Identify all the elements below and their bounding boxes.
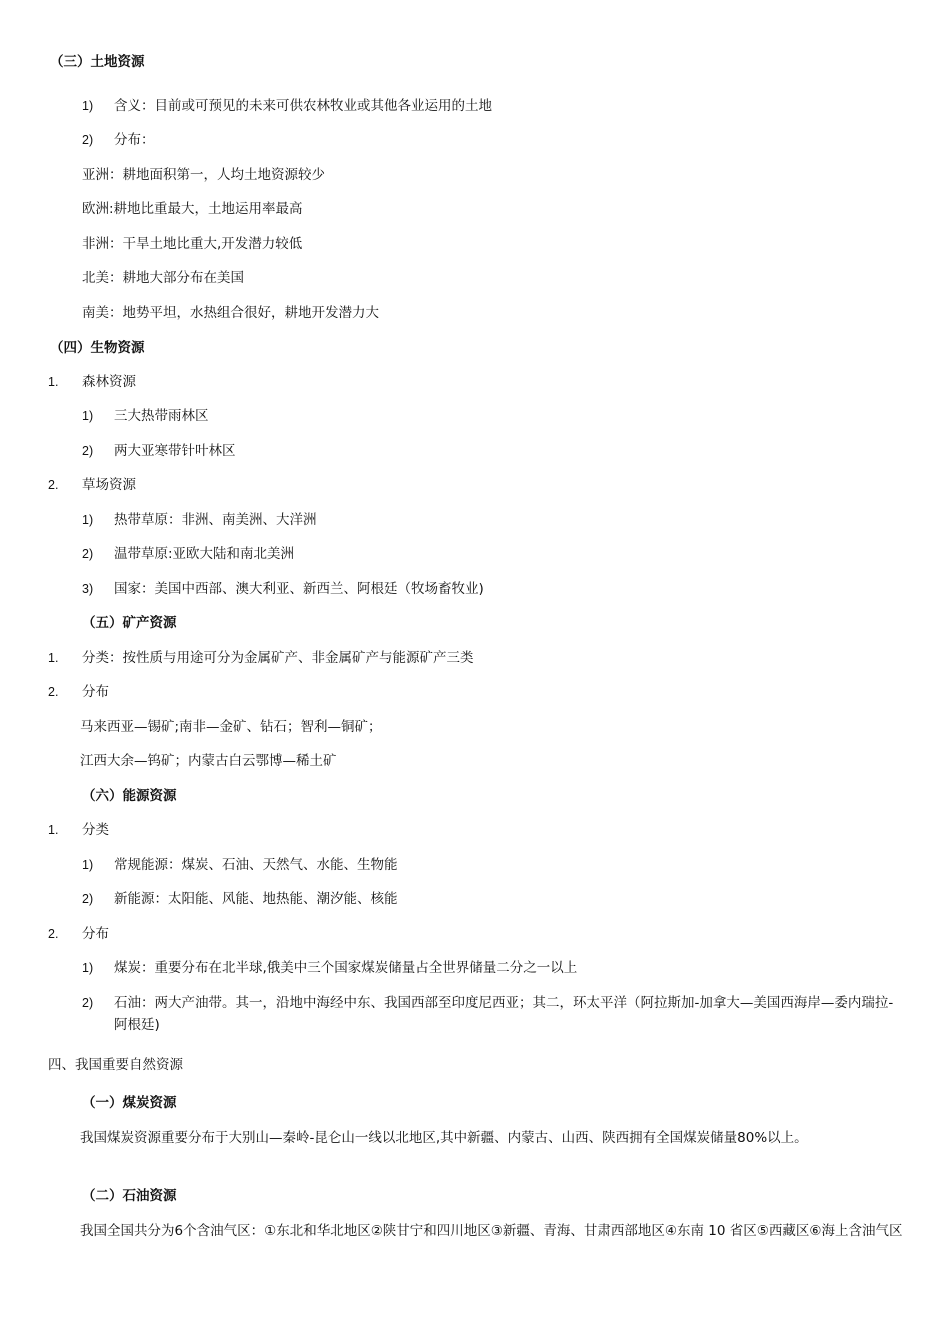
list-item: 三大热带雨林区 bbox=[114, 408, 209, 424]
part-title-china: 四、我国重要自然资源 bbox=[48, 1057, 183, 1073]
energy-classification-label: 分类 bbox=[82, 822, 109, 838]
land-south-america: 南美：地势平坦，水热组合很好，耕地开发潜力大 bbox=[82, 305, 379, 321]
land-distribution-label: 分布： bbox=[114, 132, 155, 148]
forest-label: 森林资源 bbox=[82, 374, 136, 390]
mineral-distribution-line: 马来西亚—锡矿;南非—金矿、钻石；智利—铜矿； bbox=[80, 719, 382, 735]
list-number: 2. bbox=[48, 927, 59, 941]
land-europe: 欧洲:耕地比重最大，土地运用率最高 bbox=[82, 201, 303, 217]
list-item: 煤炭：重要分布在北半球,俄美中三个国家煤炭储量占全世界储量二分之一以上 bbox=[114, 960, 578, 976]
land-asia: 亚洲：耕地面积第一，人均土地资源较少 bbox=[82, 167, 325, 183]
grass-label: 草场资源 bbox=[82, 477, 136, 493]
list-item: 两大亚寒带针叶林区 bbox=[114, 443, 236, 459]
list-item: 新能源：太阳能、风能、地热能、潮汐能、核能 bbox=[114, 891, 398, 907]
list-number: 3) bbox=[82, 582, 94, 596]
list-number: 2) bbox=[82, 444, 94, 458]
list-number: 1. bbox=[48, 651, 59, 665]
list-number: 2) bbox=[82, 133, 94, 147]
list-number: 1) bbox=[82, 961, 94, 975]
section-title-oil: （二）石油资源 bbox=[82, 1188, 177, 1204]
list-number: 2) bbox=[82, 892, 94, 906]
section-title-bio: （四）生物资源 bbox=[50, 340, 145, 356]
section-title-land: （三）土地资源 bbox=[50, 54, 145, 70]
land-africa: 非洲：干旱土地比重大,开发潜力较低 bbox=[82, 236, 303, 252]
list-number: 2) bbox=[82, 547, 94, 561]
list-number: 1) bbox=[82, 513, 94, 527]
list-item: 热带草原：非洲、南美洲、大洋洲 bbox=[114, 512, 317, 528]
list-number: 2. bbox=[48, 685, 59, 699]
list-item: 国家：美国中西部、澳大利亚、新西兰、阿根廷（牧场畜牧业) bbox=[114, 581, 484, 597]
list-number: 1) bbox=[82, 409, 94, 423]
list-number: 2. bbox=[48, 478, 59, 492]
land-definition: 含义：目前或可预见的未来可供农林牧业或其他各业运用的土地 bbox=[114, 98, 492, 114]
mineral-distribution-line: 江西大余—钨矿；内蒙古白云鄂博—稀土矿 bbox=[80, 753, 337, 769]
list-item: 常规能源：煤炭、石油、天然气、水能、生物能 bbox=[114, 857, 398, 873]
oil-paragraph: 我国全国共分为6个含油气区：①东北和华北地区②陕甘宁和四川地区③新疆、青海、甘肃西部地区④东南 10 省区⑤西藏区⑥海上含油气区 bbox=[80, 1223, 903, 1239]
mineral-distribution-label: 分布 bbox=[82, 684, 109, 700]
section-title-coal: （一）煤炭资源 bbox=[82, 1095, 177, 1111]
land-north-america: 北美：耕地大部分布在美国 bbox=[82, 270, 244, 286]
list-number: 1) bbox=[82, 858, 94, 872]
list-item: 温带草原:亚欧大陆和南北美洲 bbox=[114, 546, 295, 562]
energy-distribution-label: 分布 bbox=[82, 926, 109, 942]
section-title-mineral: （五）矿产资源 bbox=[82, 615, 177, 631]
list-number: 1. bbox=[48, 375, 59, 389]
section-title-energy: （六）能源资源 bbox=[82, 788, 177, 804]
coal-paragraph: 我国煤炭资源重要分布于大别山—秦岭-昆仑山一线以北地区,其中新疆、内蒙古、山西、陕西拥有全国煤炭储量80%以上。 bbox=[80, 1130, 808, 1146]
list-number: 2) bbox=[82, 996, 94, 1010]
list-number: 1) bbox=[82, 99, 94, 113]
list-item: 石油：两大产油带。其一，沿地中海经中东、我国西部至印度尼西亚；其二，环太平洋（阿拉斯加-加拿大—美国西海岸—委内瑞拉-阿根廷) bbox=[114, 995, 894, 1033]
mineral-classification: 分类：按性质与用途可分为金属矿产、非金属矿产与能源矿产三类 bbox=[82, 650, 474, 666]
list-number: 1. bbox=[48, 823, 59, 837]
